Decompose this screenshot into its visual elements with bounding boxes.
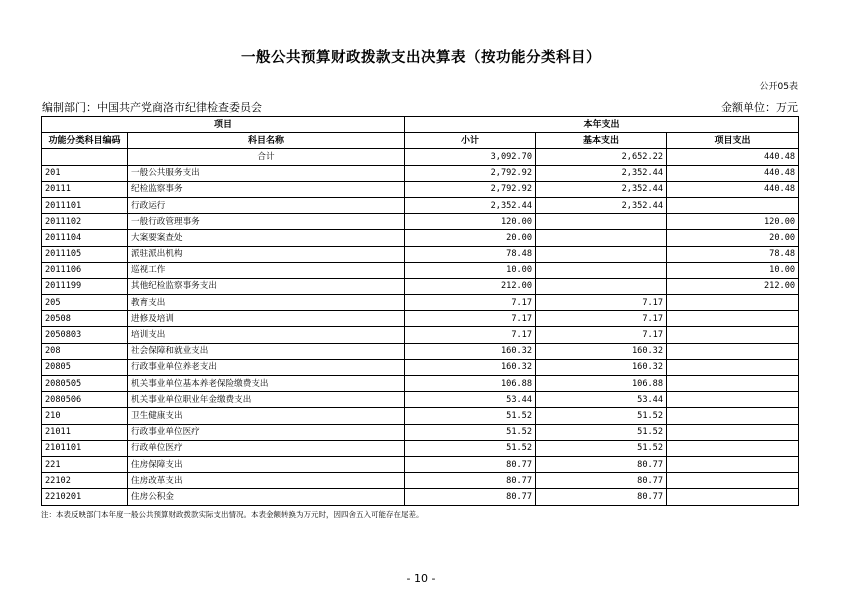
row-basic (536, 230, 667, 246)
row-code: 20805 (42, 359, 128, 375)
row-code: 2050803 (42, 327, 128, 343)
row-name: 教育支出 (128, 295, 405, 311)
row-project: 440.48 (667, 165, 799, 181)
row-project (667, 392, 799, 408)
row-name: 机关事业单位基本养老保险缴费支出 (128, 376, 405, 392)
total-row (42, 149, 799, 165)
row-project (667, 408, 799, 424)
table-row (42, 246, 799, 262)
row-subtotal: 20.00 (405, 230, 536, 246)
table-row (42, 181, 799, 197)
table-row (42, 440, 799, 456)
row-project (667, 327, 799, 343)
table-row (42, 262, 799, 278)
table-row (42, 359, 799, 375)
row-code: 201 (42, 165, 128, 181)
table-row (42, 165, 799, 181)
row-subtotal: 10.00 (405, 262, 536, 278)
table-row (42, 343, 799, 359)
row-project (667, 295, 799, 311)
page-title: 一般公共预算财政拨款支出决算表（按功能分类科目） (241, 50, 601, 66)
row-project (667, 440, 799, 456)
row-basic: 7.17 (536, 327, 667, 343)
row-basic (536, 214, 667, 230)
row-code: 21011 (42, 424, 128, 440)
table-row (42, 473, 799, 489)
row-name: 行政事业单位养老支出 (128, 359, 405, 375)
row-code: 2011105 (42, 246, 128, 262)
row-basic: 53.44 (536, 392, 667, 408)
row-subtotal: 160.32 (405, 359, 536, 375)
row-subtotal: 80.77 (405, 456, 536, 472)
table-row (42, 214, 799, 230)
header-subtotal: 小计 (405, 133, 536, 149)
row-basic: 80.77 (536, 456, 667, 472)
row-subtotal: 51.52 (405, 440, 536, 456)
row-basic: 7.17 (536, 295, 667, 311)
header-project-expense: 项目支出 (667, 133, 799, 149)
row-project (667, 343, 799, 359)
row-code: 2011106 (42, 262, 128, 278)
department-label: 编制部门：中国共产党商洛市纪律检查委员会 (42, 101, 262, 114)
table-row (42, 408, 799, 424)
row-name: 社会保障和就业支出 (128, 343, 405, 359)
row-code: 208 (42, 343, 128, 359)
table-row (42, 295, 799, 311)
row-subtotal: 7.17 (405, 311, 536, 327)
row-name: 培训支出 (128, 327, 405, 343)
row-subtotal: 80.77 (405, 473, 536, 489)
row-name: 派驻派出机构 (128, 246, 405, 262)
footnote: 注：本表反映部门本年度一般公共预算财政拨款实际支出情况。本表金额转换为万元时，因四舍五入可能存在尾差。 (41, 510, 424, 519)
row-subtotal: 78.48 (405, 246, 536, 262)
row-basic (536, 246, 667, 262)
row-basic: 160.32 (536, 343, 667, 359)
row-code: 2101101 (42, 440, 128, 456)
table-row (42, 376, 799, 392)
row-name: 巡视工作 (128, 262, 405, 278)
row-name: 卫生健康支出 (128, 408, 405, 424)
row-subtotal: 106.88 (405, 376, 536, 392)
row-subtotal: 51.52 (405, 408, 536, 424)
row-name: 住房改革支出 (128, 473, 405, 489)
row-code: 2080506 (42, 392, 128, 408)
row-project (667, 197, 799, 213)
total-label: 合计 (128, 149, 405, 165)
row-name: 一般行政管理事务 (128, 214, 405, 230)
row-name: 其他纪检监察事务支出 (128, 278, 405, 294)
total-code-cell (42, 149, 128, 165)
row-project: 440.48 (667, 181, 799, 197)
row-code: 2011102 (42, 214, 128, 230)
row-basic: 2,352.44 (536, 165, 667, 181)
header-project: 项目 (42, 117, 405, 133)
row-project: 78.48 (667, 246, 799, 262)
table-row (42, 327, 799, 343)
row-name: 行政运行 (128, 197, 405, 213)
row-name: 一般公共服务支出 (128, 165, 405, 181)
amount-unit-label: 金额单位：万元 (721, 101, 798, 114)
table-row (42, 230, 799, 246)
row-name: 纪检监察事务 (128, 181, 405, 197)
header-basic: 基本支出 (536, 133, 667, 149)
row-project (667, 489, 799, 505)
row-code: 20111 (42, 181, 128, 197)
row-subtotal: 2,352.44 (405, 197, 536, 213)
row-basic: 7.17 (536, 311, 667, 327)
row-basic: 51.52 (536, 440, 667, 456)
row-project (667, 424, 799, 440)
row-subtotal: 53.44 (405, 392, 536, 408)
row-code: 2210201 (42, 489, 128, 505)
table-row (42, 197, 799, 213)
row-subtotal: 80.77 (405, 489, 536, 505)
row-subtotal: 160.32 (405, 343, 536, 359)
row-project (667, 473, 799, 489)
row-code: 2011199 (42, 278, 128, 294)
row-basic: 51.52 (536, 424, 667, 440)
row-name: 住房公积金 (128, 489, 405, 505)
row-project (667, 456, 799, 472)
row-name: 机关事业单位职业年金缴费支出 (128, 392, 405, 408)
row-code: 2080505 (42, 376, 128, 392)
row-project: 20.00 (667, 230, 799, 246)
row-project (667, 359, 799, 375)
row-subtotal: 2,792.92 (405, 165, 536, 181)
row-project: 10.00 (667, 262, 799, 278)
page-number: - 10 - (406, 572, 436, 585)
table-row (42, 456, 799, 472)
row-basic: 80.77 (536, 489, 667, 505)
row-basic (536, 278, 667, 294)
row-subtotal: 7.17 (405, 295, 536, 311)
row-subtotal: 51.52 (405, 424, 536, 440)
table-row (42, 489, 799, 505)
row-basic: 80.77 (536, 473, 667, 489)
row-code: 205 (42, 295, 128, 311)
row-subtotal: 7.17 (405, 327, 536, 343)
row-name: 住房保障支出 (128, 456, 405, 472)
table-row (42, 311, 799, 327)
total-subtotal: 3,092.70 (405, 149, 536, 165)
row-project (667, 376, 799, 392)
table-row (42, 392, 799, 408)
row-subtotal: 120.00 (405, 214, 536, 230)
header-current-year: 本年支出 (405, 117, 799, 133)
total-basic: 2,652.22 (536, 149, 667, 165)
row-basic: 2,352.44 (536, 197, 667, 213)
row-basic: 160.32 (536, 359, 667, 375)
row-project (667, 311, 799, 327)
row-code: 221 (42, 456, 128, 472)
table-row (42, 424, 799, 440)
form-number: 公开05表 (759, 82, 798, 92)
row-basic: 2,352.44 (536, 181, 667, 197)
header-code: 功能分类科目编码 (42, 133, 128, 149)
row-code: 210 (42, 408, 128, 424)
header-name: 科目名称 (128, 133, 405, 149)
row-name: 进修及培训 (128, 311, 405, 327)
row-code: 22102 (42, 473, 128, 489)
table-row (42, 278, 799, 294)
total-project: 440.48 (667, 149, 799, 165)
row-code: 20508 (42, 311, 128, 327)
row-basic: 106.88 (536, 376, 667, 392)
row-project: 120.00 (667, 214, 799, 230)
row-basic (536, 262, 667, 278)
row-code: 2011104 (42, 230, 128, 246)
row-subtotal: 212.00 (405, 278, 536, 294)
row-project: 212.00 (667, 278, 799, 294)
expenditure-table (41, 116, 799, 506)
row-subtotal: 2,792.92 (405, 181, 536, 197)
row-name: 行政单位医疗 (128, 440, 405, 456)
row-basic: 51.52 (536, 408, 667, 424)
row-name: 大案要案查处 (128, 230, 405, 246)
row-code: 2011101 (42, 197, 128, 213)
row-name: 行政事业单位医疗 (128, 424, 405, 440)
